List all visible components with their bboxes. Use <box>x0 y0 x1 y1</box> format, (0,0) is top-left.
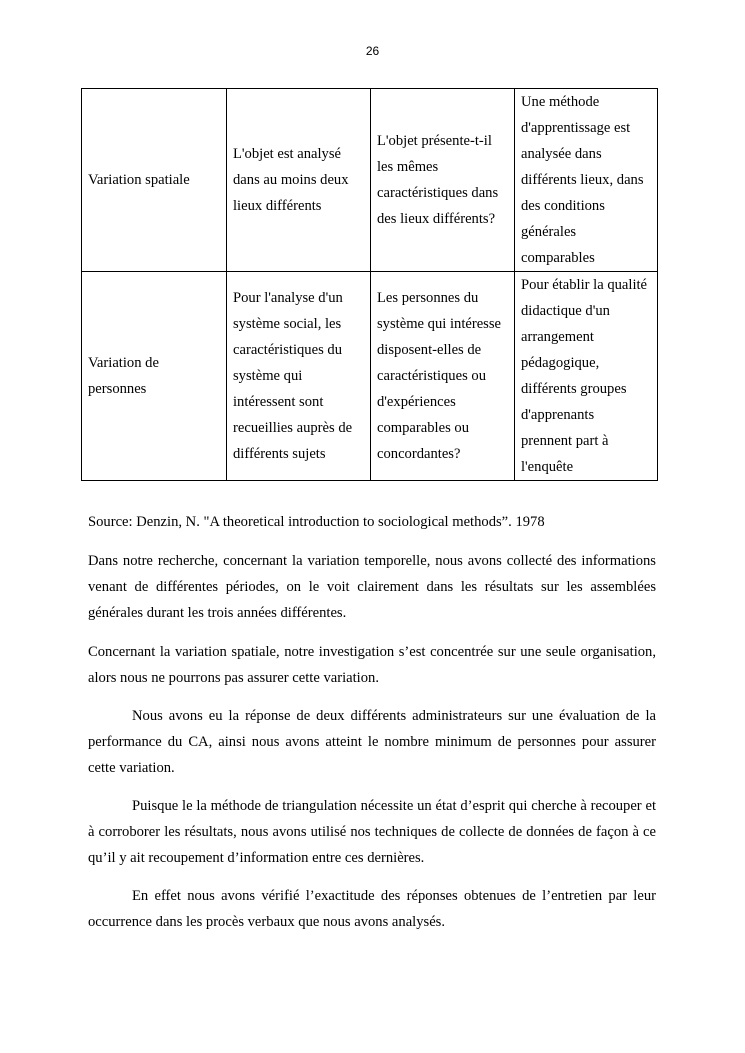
paragraph: En effet nous avons vérifié l’exactitude des réponses obtenues de l’entretien par leur occurrence dans les procès verbaux que nous avons analysés. <box>88 888 656 930</box>
paragraph: Nous avons eu la réponse de deux différents administrateurs sur une évaluation de la performance du CA, ainsi nous avons atteint le nombre minimum de personnes pour assurer cette variation. <box>88 708 656 776</box>
cell-line: caractéristiques dans <box>377 185 499 201</box>
cell-line: différents sujets <box>233 446 326 462</box>
cell-line: générales <box>521 224 577 240</box>
cell-line: comparables ou <box>377 420 469 436</box>
cell-line: système social, les <box>233 316 342 332</box>
cell-line: caractéristiques ou <box>377 368 486 384</box>
table-cell <box>227 89 371 272</box>
cell-line: concordantes? <box>377 446 461 462</box>
paragraph: Concernant la variation spatiale, notre investigation s’est concentrée sur une seule organisation, alors nous ne pourrons pas assurer cette variation. <box>88 644 656 686</box>
page-number: 26 <box>365 44 380 58</box>
table-cell <box>371 272 515 481</box>
table-source: Source: Denzin, N. "A theoretical introduction to sociological methods”. 1978 <box>88 514 545 530</box>
cell-line: différents groupes <box>521 381 627 397</box>
cell-line: les mêmes <box>377 159 439 175</box>
cell-line: L'objet est analysé <box>233 146 341 162</box>
cell-line: d'apprenants <box>521 407 595 423</box>
table-cell <box>227 272 371 481</box>
cell-line: disposent-elles de <box>377 342 482 358</box>
cell-line: personnes <box>88 381 147 397</box>
cell-line: d'apprentissage est <box>521 120 631 136</box>
cell-line: didactique d'un <box>521 303 610 319</box>
cell-line: des lieux différents? <box>377 211 496 227</box>
table-cell <box>82 272 227 481</box>
cell-line: L'objet présente-t-il <box>377 133 492 149</box>
cell-line: lieux différents <box>233 198 322 214</box>
table-row <box>82 89 658 272</box>
cell-line: d'expériences <box>377 394 456 410</box>
cell-line: recueillies auprès de <box>233 420 353 436</box>
cell-line: Pour l'analyse d'un <box>233 290 343 306</box>
cell-line: Une méthode <box>521 94 600 110</box>
table-cell <box>371 89 515 272</box>
cell-line: Les personnes du <box>377 290 479 306</box>
cell-line: système qui <box>233 368 303 384</box>
cell-line: Variation spatiale <box>88 172 190 188</box>
triangulation-table <box>81 88 658 481</box>
cell-line: Variation de <box>88 355 159 371</box>
cell-line: pédagogique, <box>521 355 600 371</box>
table-cell <box>82 89 227 272</box>
cell-line: intéressent sont <box>233 394 324 410</box>
cell-line: analysée dans <box>521 146 602 162</box>
cell-line: dans au moins deux <box>233 172 349 188</box>
cell-line: l'enquête <box>521 459 574 475</box>
table-row <box>82 272 658 481</box>
cell-line: comparables <box>521 250 595 266</box>
table-cell <box>515 272 658 481</box>
cell-line: différents lieux, dans <box>521 172 644 188</box>
cell-line: prennent part à <box>521 433 609 449</box>
paragraph: Dans notre recherche, concernant la variation temporelle, nous avons collecté des informations venant de différentes périodes, on le voit clairement dans les résultats sur les assemblées générales durant les trois années différentes. <box>88 553 656 621</box>
cell-line: arrangement <box>521 329 594 345</box>
cell-line: Pour établir la qualité <box>521 277 648 293</box>
table-cell <box>515 89 658 272</box>
cell-line: système qui intéresse <box>377 316 502 332</box>
paragraph: Puisque le la méthode de triangulation nécessite un état d’esprit qui cherche à recouper et à corroborer les résultats, nous avons utilisé nos techniques de collecte de données de façon à ce qu’il y ait recoupement d’information entre ces dernières. <box>88 798 656 866</box>
cell-line: des conditions <box>521 198 605 214</box>
cell-line: caractéristiques du <box>233 342 342 358</box>
